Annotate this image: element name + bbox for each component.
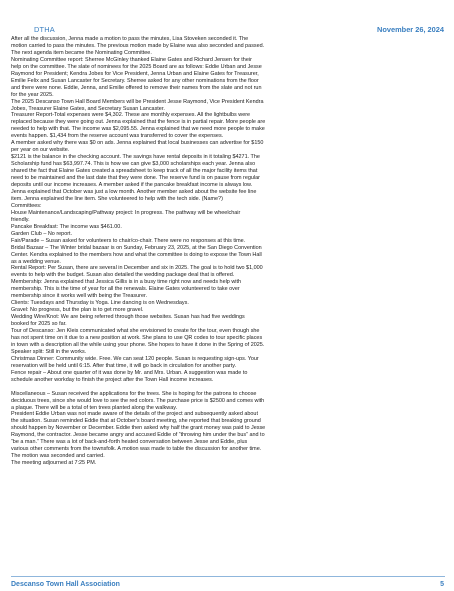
text-line: deposits until our income increases. A member asked if the pancake breakfast income is always low. — [11, 182, 253, 189]
text-line: The meeting adjourned at 7:25 PM. — [11, 460, 97, 467]
footer-divider — [11, 576, 445, 577]
text-line: Committees: — [11, 202, 42, 209]
text-line: needed to help with that. The income was $2,095.55. Jenna explained that we need more people to make — [11, 126, 265, 133]
footer-org-name: Descanso Town Hall Association — [11, 581, 120, 588]
text-line: Emilie Felix and Susan Lancaster for Secretary. Sherree asked for any other nominations from the floor — [11, 77, 259, 84]
text-line: Garden Club – No report. — [11, 230, 73, 237]
text-line: Tour of Descanso: Jen Kleis communicated what she envisioned to create for the tour, even though she — [11, 328, 260, 335]
text-line: Fair/Parade – Susan asked for volunteers to chair/co-chair. There were no responses at this time. — [11, 237, 246, 244]
text-line: A member asked why there was $0 on ads. Jenna explained that local businesses can advertise for $150 — [11, 140, 264, 147]
text-line: schedule another workday to finish the project after the Town Hall income increases. — [11, 376, 214, 383]
text-line: $2121 is the balance in the checking account. The savings have rental deposits in it totaling $4271. The — [11, 154, 260, 161]
text-line: Christmas Dinner: Community wide. Free. We can seat 120 people. Susan is requesting sign-ups. Your — [11, 355, 259, 362]
text-line: President Eddie Urban was not made aware of the details of the project and subsequently asked about — [11, 411, 258, 418]
text-line: membership since it works well with being the Treasurer. — [11, 293, 147, 300]
text-line: various other comments from the townsfolk. A motion was made to table the discussion for another time. — [11, 446, 262, 453]
text-line: reservation will be held until 6:15. After that time, it will go back in circulation for another party. — [11, 362, 237, 369]
text-line: House Maintenance/Landscaping/Pathway project: In progress. The pathway will be wheelchair — [11, 209, 241, 216]
text-line: After all the discussion, Jenna made a motion to pass the minutes, Lisa Stoveken seconded it. The — [11, 36, 249, 42]
text-line: events to help with the budget. Susan also detailed the wedding package deal that is offered. — [11, 272, 235, 279]
text-line: Rental Report: Per Susan, there are several in December and six in 2025. The goal is to hold two $1,000 — [11, 265, 263, 272]
text-line: replaced because they were going out. Jenna explained that the fence is in partial repair. More people are — [11, 119, 266, 126]
text-line: Fence repair – About one quarter of it was done by Mr. and Mrs. Urban. A suggestion was made to — [11, 369, 248, 376]
text-line: “be a man.” There was a lot of back-and-forth heated conversation between Jesse and Eddie, plus — [11, 439, 248, 446]
text-line: Raymond for President; Kendra Jobes for Vice President, Jenna Urban and Elaine Gates for Treasurer, — [11, 70, 259, 77]
text-line: item. Jenna explained the line item. She volunteered to help with the tech side. (Name?) — [11, 195, 223, 202]
text-line: shared the fact that Elaine Gates created a spreadsheet to keep track of all the major facility items that — [11, 168, 258, 175]
text-line: help on the committee. The slate of nominees for the 2025 Board are as follows: Eddie Urban and Jesse — [11, 63, 262, 70]
text-line: booked for 2025 so far. — [11, 321, 67, 328]
blank-line — [11, 384, 445, 391]
text-line: Treasurer Report-Total expenses were $4,302. These are monthly expenses. All the lightbulbs were — [11, 112, 251, 119]
text-line: as a wedding venue. — [11, 258, 61, 265]
text-line: Membership: Jenna explained that Jessica Gillis is in a busy time right now and needs help with — [11, 279, 242, 286]
text-line: in town with a description all the while using your phone. She hopes to have it done in the Spring of 2025. — [11, 341, 265, 348]
text-line: Raymond, the contractor. Jesse became angry and accused Eddie of “throwing him under the bus” and to — [11, 432, 265, 439]
text-line: Nominating Committee report: Sherree McGinley thanked Elaine Gates and Richard Jensen for their — [11, 56, 252, 63]
text-line: friendly. — [11, 216, 30, 223]
text-line: Jenna explained that October was just a low month. Another member asked about the website fee line — [11, 188, 257, 195]
text-line: should happen by November or December. Eddie then asked why half the grant money was paid to Jesse — [11, 425, 266, 432]
text-line: and there were none. Eddie, Jenna, and Emilie offered to remove their names from the slate and not run — [11, 84, 262, 91]
text-line: Miscellaneous – Susan received the applications for the trees. She is hoping for the patrons to choose — [11, 390, 257, 397]
text-line: membership. This is the time of year for all the renewals. Elaine Gates volunteered to take over — [11, 286, 240, 293]
text-line: The 2025 Descanso Town Hall Board Members will be President Jesse Raymond, Vice President Kendra — [11, 98, 264, 105]
text-line: Clients: Tuesdays and Thursday is Yoga. Line dancing is on Wednesdays. — [11, 300, 189, 307]
text-line: has not spent time on it due to a new position at work. She plans to use QR codes to tour specific places — [11, 334, 263, 341]
text-line: Speaker split: Still in the works. — [11, 348, 87, 355]
text-line: Gravel: No progress, but the plan is to get more gravel. — [11, 307, 144, 314]
page-header — [0, 0, 454, 38]
text-line: per year on our website. — [11, 147, 70, 154]
text-line: need to be maintained and the last date that they were done. The reserve fund is on pause from regular — [11, 175, 260, 182]
minutes-body — [11, 36, 445, 467]
text-line: Bridal Bazaar – The Winter bridal bazaar is on Sunday, February 23, 2025, at the San Diego Convention — [11, 244, 262, 251]
header-org: DTHA — [34, 25, 55, 34]
text-line: events happen. $1,434 from the reserve account was transferred to cover the expenses. — [11, 133, 224, 140]
page-number: 5 — [440, 581, 444, 588]
text-line: a plaque. There will be a total of ten trees planted along the walkway. — [11, 404, 178, 411]
text-line: Pancake Breakfast: The income was $461.00. — [11, 223, 122, 230]
text-line: Jobes, Treasurer Elaine Gates, and Secretary Susan Lancaster. — [11, 105, 165, 112]
text-line: The next agenda item became the Nominating Committee. — [11, 49, 152, 56]
text-line: Center. Kendra explained to the members how and what the committee is doing to expose the Town Hall — [11, 251, 262, 258]
text-line: The motion was seconded and carried. — [11, 453, 105, 460]
text-line: for the year 2025. — [11, 91, 54, 98]
text-line: deciduous trees, since she would love to see the red colors. The purchase price is $2500 and comes with — [11, 397, 265, 404]
text-line: the situation. Susan reminded Eddie that at October's board meeting, she reported that breaking ground — [11, 418, 261, 425]
text-line: Scholarship fund has $63,997.74. This is how we can give $3,000 scholarships each year. Jenna also — [11, 161, 256, 168]
header-date: November 26, 2024 — [377, 25, 444, 34]
text-line: Wedding Wire/Knot: We are being referred through those websites. Susan has had five weddings — [11, 314, 245, 321]
text-line: motion carried to pass the minutes. The previous motion made by Elaine was also seconded and passed. — [11, 42, 265, 49]
